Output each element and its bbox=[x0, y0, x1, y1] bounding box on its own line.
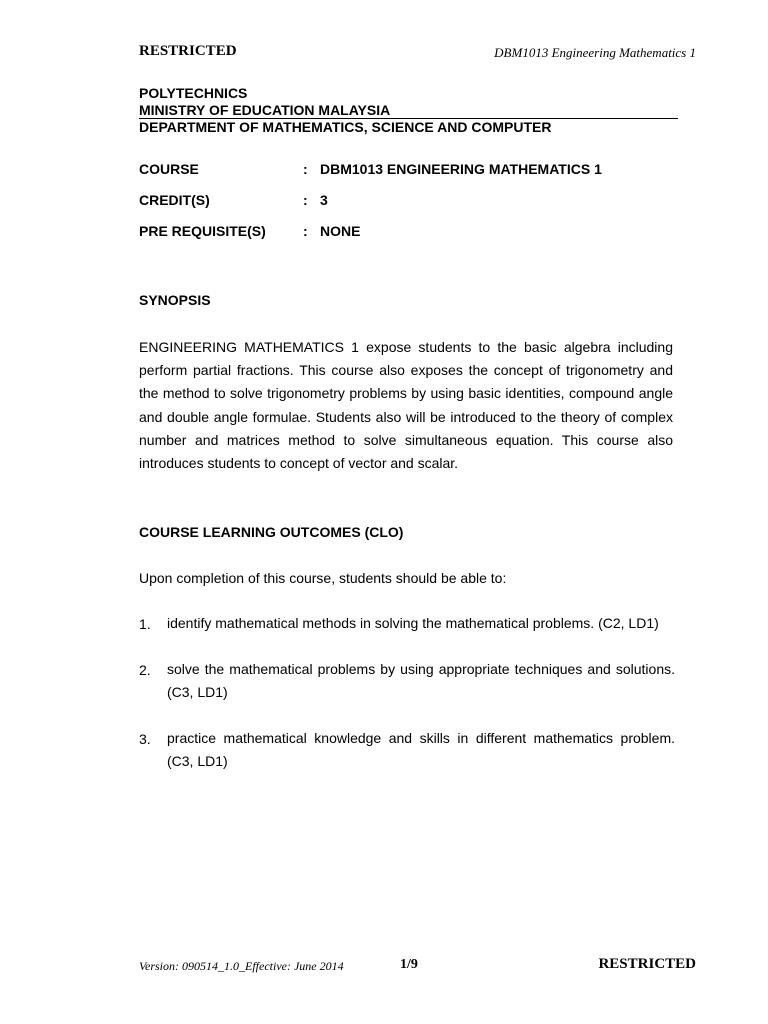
footer-page-number: 1/9 bbox=[400, 957, 418, 972]
clo-item-text: identify mathematical methods in solving the mathematical problems. (C2, LD1) bbox=[167, 615, 659, 631]
prerequisite-separator: : bbox=[303, 223, 308, 239]
clo-item-number: 1. bbox=[139, 616, 151, 632]
footer-classification: RESTRICTED bbox=[598, 956, 696, 972]
clo-intro: Upon completion of this course, students should be able to: bbox=[139, 570, 507, 586]
synopsis-heading: SYNOPSIS bbox=[139, 292, 211, 308]
prerequisite-value: NONE bbox=[320, 223, 361, 239]
course-label: COURSE bbox=[139, 161, 199, 177]
clo-item-text: solve the mathematical problems by using appropriate techniques and solutions. (C3, LD1) bbox=[167, 661, 675, 700]
clo-item-number: 2. bbox=[139, 662, 151, 678]
prerequisite-label: PRE REQUISITE(S) bbox=[139, 223, 266, 239]
credit-value: 3 bbox=[320, 192, 328, 208]
credit-separator: : bbox=[303, 192, 308, 208]
org-department: DEPARTMENT OF MATHEMATICS, SCIENCE AND COMPUTER bbox=[139, 119, 552, 135]
header-divider bbox=[139, 118, 678, 119]
credit-label: CREDIT(S) bbox=[139, 192, 210, 208]
course-value: DBM1013 ENGINEERING MATHEMATICS 1 bbox=[320, 161, 602, 177]
header-course-reference: DBM1013 Engineering Mathematics 1 bbox=[494, 45, 696, 60]
course-separator: : bbox=[303, 161, 308, 177]
clo-item-text: practice mathematical knowledge and skills in different mathematics problem. (C3, LD1) bbox=[167, 730, 675, 769]
org-ministry: MINISTRY OF EDUCATION MALAYSIA bbox=[139, 102, 391, 118]
org-polytechnics: POLYTECHNICS bbox=[139, 85, 248, 101]
synopsis-text: ENGINEERING MATHEMATICS 1 expose students to the basic algebra including perform partial fractions. This course also exposes the concept of trigonometry and the method to solve trigonometry problems by using basic identities, compound angle and double angle formulae. Students also will be introduced to the theory of complex number and matrices method to solve simultaneous equation. This course also introduces students to concept of vector and scalar. bbox=[139, 339, 673, 472]
clo-heading: COURSE LEARNING OUTCOMES (CLO) bbox=[139, 524, 404, 540]
footer-version: Version: 090514_1.0_Effective: June 2014 bbox=[139, 959, 344, 973]
header-classification: RESTRICTED bbox=[139, 43, 237, 59]
clo-item-number: 3. bbox=[139, 731, 151, 747]
